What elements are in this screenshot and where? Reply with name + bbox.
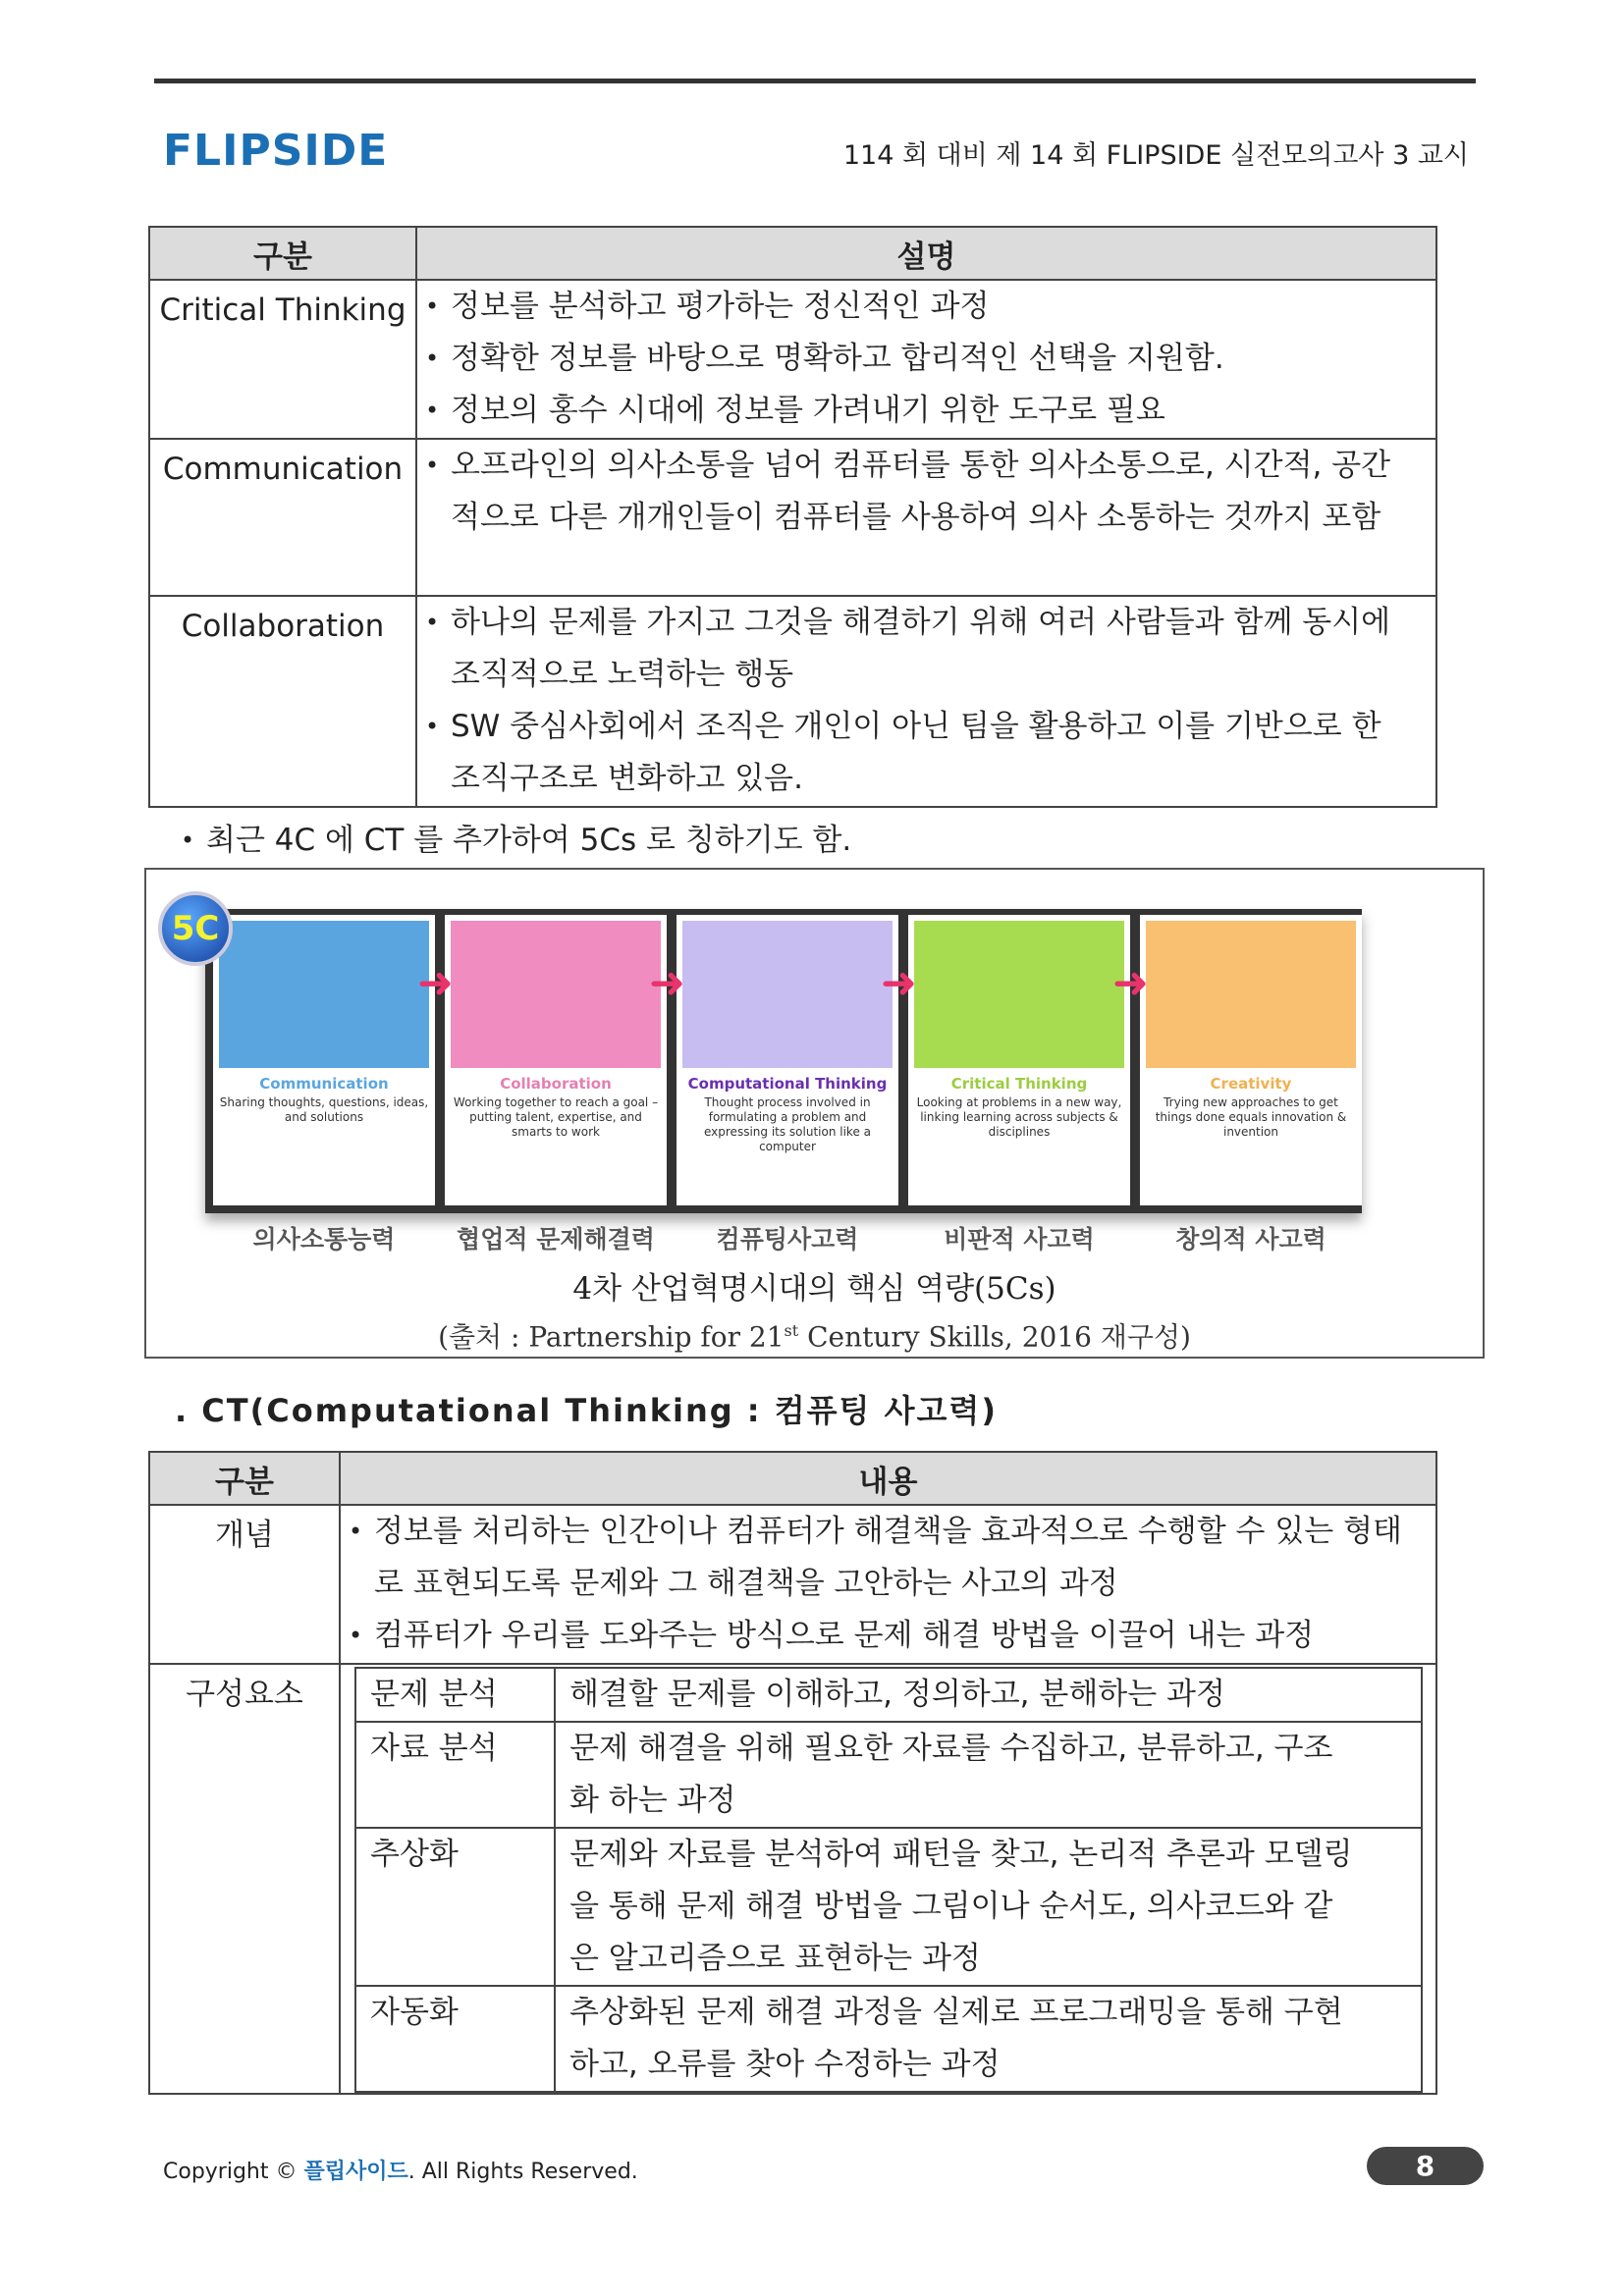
5c-panel [677, 915, 898, 1205]
bullet: • 정확한 정보를 바탕으로 명확하고 합리적인 선택을 지원함. [417, 333, 1435, 385]
panel-title: Collaboration [500, 1075, 612, 1093]
logo-text: FLIPSIDE [163, 126, 389, 176]
component-desc: 해결할 문제를 이해하고, 정의하고, 분해하는 과정 [555, 1668, 1422, 1722]
note [173, 815, 851, 867]
description-list [417, 440, 1435, 544]
korean-label: 협업적 문제해결력 [457, 1225, 655, 1254]
component-row [355, 1986, 1422, 2092]
panel-title: Critical Thinking [950, 1075, 1088, 1093]
arrow-icon: ➜ [1112, 958, 1149, 1008]
component-name: 문제 분석 [355, 1668, 555, 1722]
term-communication: Communication [149, 439, 416, 596]
bullet: • 정보의 홍수 시대에 정보를 가려내기 위한 도구로 필요 [417, 385, 1435, 437]
5c-badge: 5C [158, 891, 233, 966]
components-label: 구성요소 [149, 1664, 340, 2094]
header-rule [154, 79, 1476, 83]
col-header-category: 구분 [149, 227, 416, 280]
description-list [417, 281, 1435, 437]
page-number: 8 [1367, 2147, 1484, 2185]
4c-table [148, 226, 1437, 808]
korean-label: 창의적 사고력 [1175, 1225, 1326, 1254]
col-header-description: 설명 [416, 227, 1436, 280]
bullet: • 정보를 처리하는 인간이나 컴퓨터가 해결책을 효과적으로 수행할 수 있는 형태로 표현되도록 문제와 그 해결책을 고안하는 사고의 과정 [341, 1506, 1422, 1610]
panel-desc: Working together to reach a goal – putting talent, expertise, and smarts to work [453, 1095, 659, 1139]
copyright [163, 2155, 638, 2185]
panel-desc: Sharing thoughts, questions, ideas, and solutions [219, 1095, 429, 1124]
bullet: • 컴퓨터가 우리를 도와주는 방식으로 문제 해결 방법을 이끌어 내는 과정 [341, 1610, 1422, 1662]
col-header-category: 구분 [149, 1452, 340, 1505]
component-row [355, 1722, 1422, 1828]
panel-title: Creativity [1210, 1075, 1292, 1093]
bullet: • SW 중심사회에서 조직은 개인이 아닌 팀을 활용하고 이를 기반으로 한 조직구조로 변화하고 있음. [417, 701, 1416, 805]
copyright-end: . All Rights Reserved. [407, 2160, 638, 2184]
illustration [451, 921, 661, 1068]
arrow-icon: ➜ [649, 958, 685, 1008]
copyright-text: Copyright © [163, 2160, 304, 2184]
korean-label: 비판적 사고력 [944, 1225, 1095, 1254]
component-row [355, 1668, 1422, 1722]
component-desc: 문제 해결을 위해 필요한 자료를 수집하고, 분류하고, 구조화 하는 과정 [555, 1722, 1422, 1828]
source-sup: st [784, 1321, 799, 1340]
panel-desc: Looking at problems in a new way, linking learning across subjects & disciplines [916, 1095, 1122, 1139]
panel-desc: Thought process involved in formulating a problem and expressing its solution like a computer [704, 1095, 871, 1153]
col-header-content: 내용 [340, 1452, 1436, 1505]
ct-table [148, 1451, 1437, 2095]
illustration [1146, 921, 1356, 1068]
arrow-icon: ➜ [881, 958, 917, 1008]
illustration [682, 921, 893, 1068]
figure-source [146, 1313, 1483, 1355]
5c-panel [213, 915, 435, 1205]
component-name: 자료 분석 [355, 1722, 555, 1828]
section-heading: . CT(Computational Thinking : 컴퓨팅 사고력) [175, 1392, 998, 1429]
concept-list [341, 1506, 1435, 1662]
source-text-end: Century Skills, 2016 재구성) [798, 1320, 1191, 1354]
source-text: (출처 : Partnership for 21 [438, 1320, 785, 1354]
note-text: • 최근 4C 에 CT 를 추가하여 5Cs 로 칭하기도 함. [173, 815, 851, 867]
panel-title: Computational Thinking [687, 1075, 888, 1093]
concept-label: 개념 [149, 1505, 340, 1664]
term-critical-thinking: Critical Thinking [149, 280, 416, 439]
brand-name: 플립사이드 [303, 2160, 408, 2184]
5c-strip [205, 909, 1362, 1213]
panel-desc: Trying new approaches to get things done equals innovation & invention [1155, 1095, 1347, 1139]
5c-panel [1140, 915, 1362, 1205]
header-title: 114 회 대비 제 14 회 FLIPSIDE 실전모의고사 3 교시 [842, 140, 1469, 171]
components-table [354, 1667, 1423, 2093]
component-name: 자동화 [355, 1986, 555, 2092]
description-list [417, 597, 1435, 805]
5c-panel [445, 915, 667, 1205]
arrow-icon: ➜ [417, 958, 454, 1008]
bullet: • 오프라인의 의사소통을 넘어 컴퓨터를 통한 의사소통으로, 시간적, 공간적으로 다른 개개인들이 컴퓨터를 사용하여 의사 소통하는 것까지 포함 [417, 440, 1396, 544]
bullet: • 정보를 분석하고 평가하는 정신적인 과정 [417, 281, 1435, 333]
term-collaboration: Collaboration [149, 596, 416, 807]
component-row [355, 1828, 1422, 1986]
bullet: • 하나의 문제를 가지고 그것을 해결하기 위해 여러 사람들과 함께 동시에 조직적으로 노력하는 행동 [417, 597, 1416, 701]
component-desc: 추상화된 문제 해결 과정을 실제로 프로그래밍을 통해 구현하고, 오류를 찾아 수정하는 과정 [555, 1986, 1422, 2092]
figure-caption: 4차 산업혁명시대의 핵심 역량(5Cs) [572, 1271, 1056, 1307]
5c-panel [908, 915, 1130, 1205]
korean-label: 의사소통능력 [252, 1225, 396, 1254]
korean-label: 컴퓨팅사고력 [716, 1225, 859, 1254]
illustration [219, 921, 429, 1068]
component-desc: 문제와 자료를 분석하여 패턴을 찾고, 논리적 추론과 모델링을 통해 문제 해결 방법을 그림이나 순서도, 의사코드와 같은 알고리즘으로 표현하는 과정 [555, 1828, 1422, 1986]
illustration [914, 921, 1124, 1068]
component-name: 추상화 [355, 1828, 555, 1986]
panel-title: Communication [259, 1075, 389, 1093]
flipside-logo [163, 126, 388, 176]
5cs-figure [144, 868, 1485, 1359]
